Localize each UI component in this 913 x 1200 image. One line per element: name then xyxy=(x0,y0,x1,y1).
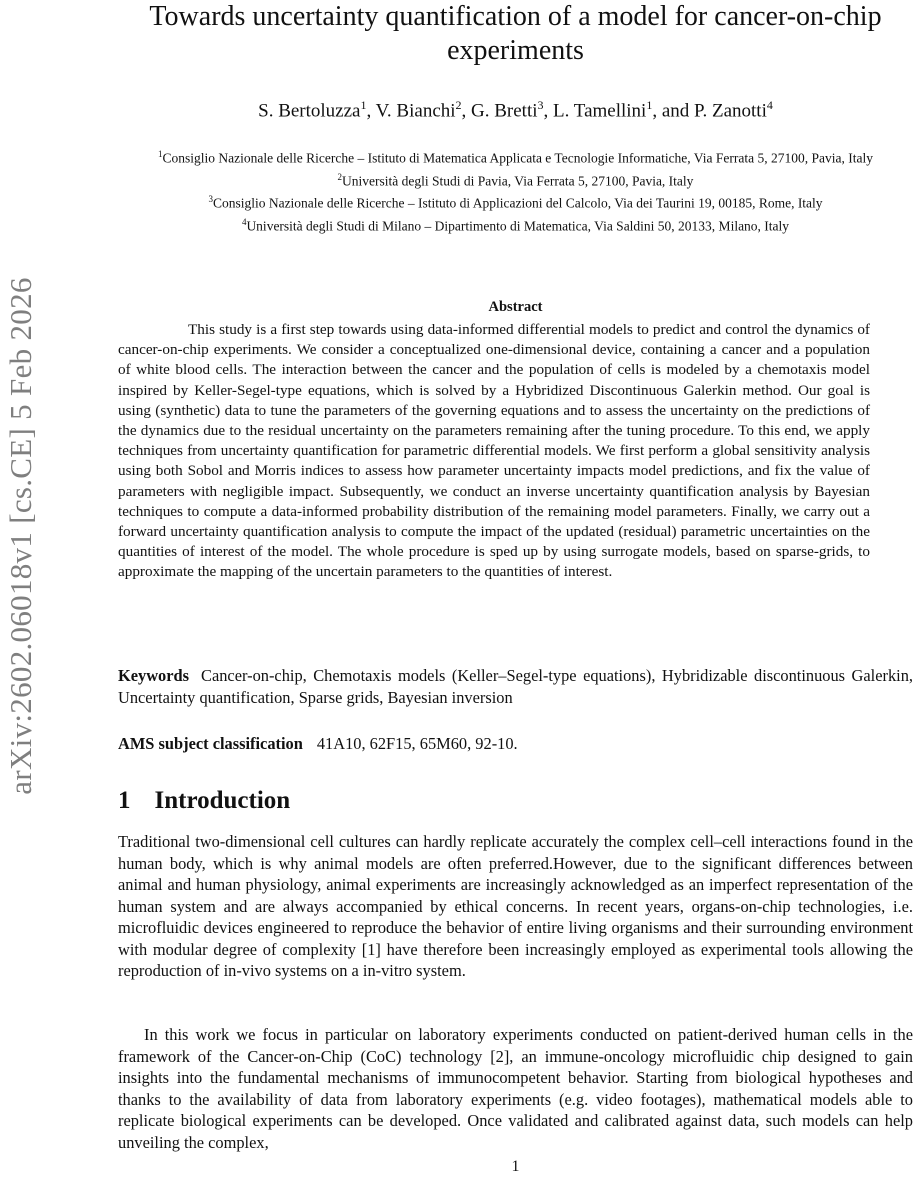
body-paragraph: In this work we focus in particular on laboratory experiments conducted on patient-derived human cells in the framework of the Cancer-on-Chip (CoC) technology [2], an immune-oncology microfluidic chip designed to gain insights into the fundamental mechanisms of immunocompetent behavior. Starting from biological hypotheses and thanks to the availability of data from laboratory experiments (e.g. video footages), mathematical models able to replicate biological experiments can be developed. Once validated and calibrated against data, such models can help unveiling the complex, xyxy=(118,1025,913,1152)
keywords-text: Cancer-on-chip, Chemotaxis models (Keller–Segel-type equations), Hybridizable discontinuous Galerkin, Uncertainty quantification, Sparse grids, Bayesian inversion xyxy=(118,666,913,707)
ams-label: AMS subject classification xyxy=(118,734,303,753)
author-affiliation-mark: 4 xyxy=(766,98,773,112)
affiliation xyxy=(118,145,913,168)
author-name: G. Bretti xyxy=(471,100,538,122)
keywords-label: Keywords xyxy=(118,666,190,685)
author-affiliation-mark: 1 xyxy=(646,98,653,112)
affiliation-number: 1 xyxy=(158,149,163,159)
abstract-heading: Abstract xyxy=(488,299,543,315)
author-name: P. Zanotti xyxy=(694,100,767,122)
affiliation xyxy=(118,190,913,213)
author-affiliation-mark: 1 xyxy=(360,98,367,112)
arxiv-identifier-margin xyxy=(0,226,42,846)
affiliation-number: 2 xyxy=(337,171,343,182)
ams-codes: 41A10, 62F15, 65M60, 92-10. xyxy=(316,734,518,753)
affiliation-text: Università degli Studi di Pavia, Via Ferrata 5, 27100, Pavia, Italy xyxy=(342,173,694,188)
affiliation-text: Consiglio Nazionale delle Ricerche – Istituto di Applicazioni del Calcolo, Via dei Taurini 19, 00185, Rome, Italy xyxy=(212,195,823,211)
paper-title: Towards uncertainty quantification of a model for cancer-on-chip experiments xyxy=(149,1,882,66)
author-separator: , xyxy=(366,100,376,122)
body-paragraph: Traditional two-dimensional cell cultures can hardly replicate accurately the complex cell–cell interactions found in the human body, which is why animal models are often preferred.However, due to the significant differences between animal and human physiology, animal experiments are increasingly acknowledged as an imperfect representation of the human system and are always accompanied by ethical concerns. In recent years, organs-on-chip technologies, i.e. microfluidic devices engineered to reproduce the behavior of entire living organisms and their surrounding environment with modular degree of complexity [1] have therefore been increasingly employed as experimental tools allowing the reproduction of in-vivo systems on a in-vitro system. xyxy=(118,832,913,980)
author-separator: , xyxy=(543,100,554,122)
affiliation xyxy=(118,168,913,191)
section-number: 1 xyxy=(118,787,131,814)
author-affiliation-mark: 3 xyxy=(537,98,544,112)
arxiv-identifier: arXiv:2602.06018v1 [cs.CE] 5 Feb 2026 xyxy=(3,277,38,795)
author-name: L. Tamellini xyxy=(553,100,647,122)
author-separator: , xyxy=(461,100,472,122)
affiliation-number: 4 xyxy=(241,216,247,227)
affiliation-text: Università degli Studi di Milano – Dipartimento di Matematica, Via Saldini 50, 20133, Milano, Italy xyxy=(246,218,790,233)
author-affiliation-mark: 2 xyxy=(455,98,462,112)
section-heading xyxy=(118,785,913,817)
affiliation-list xyxy=(118,145,913,235)
author-name: S. Bertoluzza xyxy=(258,100,361,122)
author-name: V. Bianchi xyxy=(375,100,456,122)
section-title: Introduction xyxy=(154,787,291,814)
author-separator: , and xyxy=(652,100,695,122)
affiliation-text: Consiglio Nazionale delle Ricerche – Istituto di Matematica Applicata e Tecnologie Informatiche, Via Ferrata 5, 27100, Pavia, Italy xyxy=(162,150,873,166)
abstract-text: This study is a first step towards using data-informed differential models to predict and control the dynamics of cancer-on-chip experiments. We consider a conceptualized one-dimensional device, containing a cancer and a population of white blood cells. The interaction between the cancer and the population of cells is modeled by a chemotaxis model inspired by Keller-Segel-type equations, which is solved by a Hybridized Discontinuous Galerkin method. Our goal is using (synthetic) data to tune the parameters of the governing equations and to assess the uncertainty on the predictions of the dynamics due to the residual uncertainty on the parameters remaining after the tuning procedure. To this end, we apply techniques from uncertainty quantification for parametric differential models. We first perform a global sensitivity analysis using both Sobol and Morris indices to assess how parameter uncertainty impacts model predictions, and fix the value of parameters with negligible impact. Subsequently, we conduct an inverse uncertainty quantification analysis by Bayesian techniques to compute a data-informed probability distribution of the remaining model parameters. Finally, we carry out a forward uncertainty quantification analysis to compute the impact of the updated (residual) parametric uncertainties on the quantities of interest of the model. The whole procedure is sped up by using surrogate models, based on sparse-grids, to approximate the mapping of the uncertain parameters to the quantities of interest. xyxy=(118,321,870,581)
ams-classification xyxy=(118,733,913,755)
page-number: 1 xyxy=(511,1158,520,1175)
affiliation xyxy=(118,213,913,236)
author-list xyxy=(118,93,913,123)
affiliation-number: 3 xyxy=(208,194,213,204)
keywords xyxy=(118,665,913,709)
